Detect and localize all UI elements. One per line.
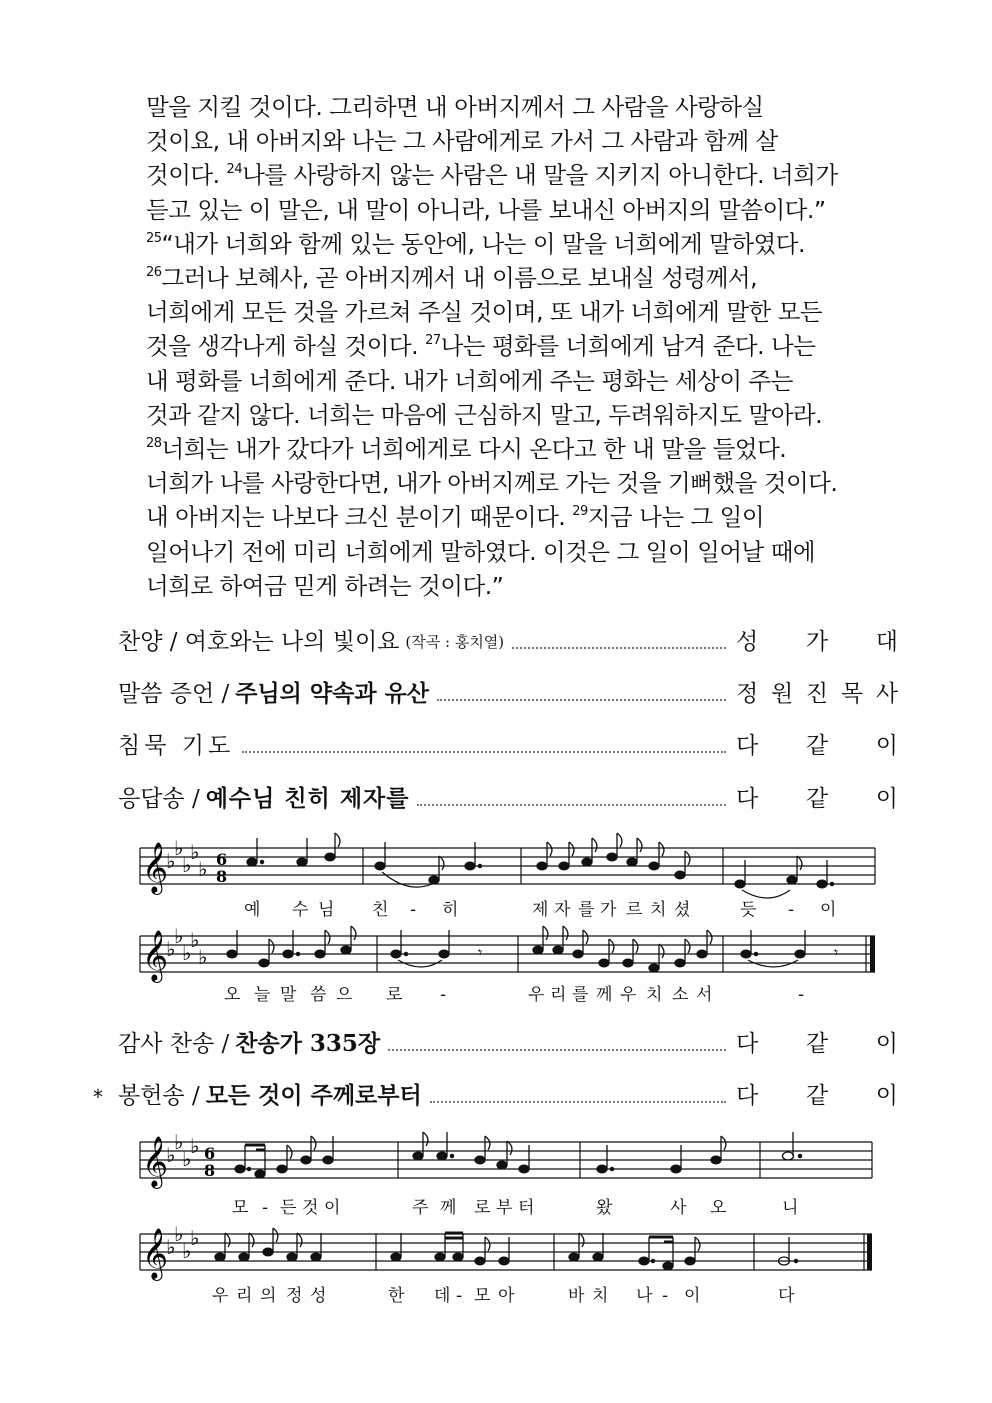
- lyric-syllable: 수: [292, 900, 315, 920]
- lyric-syllable: 부: [496, 1198, 519, 1218]
- order-response-song: [118, 781, 898, 817]
- svg-text:♭: ♭: [190, 840, 200, 864]
- lyric-syllable: 나: [636, 1286, 659, 1306]
- scripture-line: 것을 생각나게 하실 것이다. $^{27}$나는 평화를 너희에게 남겨 준다. 나는: [146, 332, 816, 361]
- lyric-syllable: 으: [336, 985, 359, 1005]
- offertory-who: 다 같 이: [736, 1083, 898, 1109]
- lyric-syllable: 주: [412, 1198, 435, 1218]
- svg-text:♭: ♭: [174, 924, 184, 948]
- svg-text:♭: ♭: [198, 945, 208, 969]
- lyric-syllable: 께: [440, 1198, 463, 1218]
- scripture-line: 너희가 나를 사랑한다면, 내가 아버지께로 가는 것을 기뻐했을 것이다.: [146, 469, 838, 498]
- order-anthem: [118, 624, 898, 660]
- lyric-syllable: -: [788, 900, 801, 920]
- scripture-line: 내 평화를 너희에게 준다. 내가 너희에게 주는 평화는 세상이 주는: [146, 366, 793, 395]
- lyric-syllable: 리: [550, 985, 573, 1005]
- offertory-score-line-1: [140, 1130, 880, 1190]
- scripture-line: 너희에게 모든 것을 가르쳐 주실 것이며, 또 내가 너희에게 말한 모든: [146, 298, 823, 327]
- response-label: 응답송 /: [118, 786, 200, 812]
- response-lyrics-line-1: [140, 897, 880, 923]
- lyric-syllable: 제: [532, 900, 555, 920]
- response-lyrics-line-2: [140, 982, 880, 1008]
- scripture-line: 내 아버지는 나보다 크신 분이기 때문이다. $^{29}$지금 나는 그 일이: [146, 503, 765, 532]
- lyric-syllable: 모: [474, 1286, 497, 1306]
- sermon-preacher: 정 원 진 목 사: [736, 681, 898, 707]
- scripture-text: [146, 90, 876, 603]
- offertory-score-line-2: [140, 1222, 880, 1282]
- order-offertory: [118, 1078, 898, 1114]
- silent-prayer-label: 침묵 기도: [118, 733, 235, 759]
- lyric-syllable: 데: [434, 1286, 457, 1306]
- music-staff: [140, 924, 880, 984]
- lyric-syllable: 치: [650, 900, 673, 920]
- lyric-syllable: 님: [318, 900, 341, 920]
- key-signature-flats: [166, 1222, 199, 1263]
- lyric-syllable: 리: [236, 1286, 259, 1306]
- lyric-syllable: 사: [670, 1198, 693, 1218]
- lyric-syllable: 든: [280, 1198, 303, 1218]
- dotted-leader: [417, 804, 726, 806]
- response-score-line-2: [140, 924, 880, 984]
- offertory-lyrics-line-1: [140, 1195, 880, 1221]
- time-signature-bottom: 8: [204, 1161, 216, 1180]
- svg-text:♭: ♭: [166, 937, 176, 961]
- offertory-title: 모든 것이 주께로부터: [205, 1082, 422, 1109]
- lyric-syllable: 우: [620, 985, 643, 1005]
- key-signature-flats: [166, 1130, 199, 1171]
- svg-text:♭: ♭: [182, 1147, 192, 1171]
- scripture-line: 것과 같지 않다. 너희는 마음에 근심하지 말고, 두려워하지도 말아라.: [146, 400, 823, 429]
- svg-text:♭: ♭: [190, 1134, 200, 1158]
- lyric-syllable: 이: [684, 1286, 707, 1306]
- svg-text:♭: ♭: [182, 853, 192, 877]
- lyric-syllable: 정: [286, 1286, 309, 1306]
- response-who: 다 같 이: [736, 786, 898, 812]
- verse-number: 26: [146, 265, 162, 281]
- lyric-syllable: 자: [554, 900, 577, 920]
- dotted-leader: [437, 699, 726, 701]
- standing-mark: *: [93, 1085, 103, 1109]
- thanks-hymn-label: 감사 찬송 /: [118, 1031, 230, 1057]
- lyric-syllable: 치: [646, 985, 669, 1005]
- sermon-title: 주님의 약속과 유산: [235, 680, 430, 707]
- lyric-syllable: -: [410, 900, 423, 920]
- anthem-performer: 성 가 대: [736, 629, 898, 655]
- lyric-syllable: 성: [310, 1286, 333, 1306]
- order-thanks-hymn: [118, 1026, 898, 1062]
- treble-clef-icon: 𝄞: [142, 842, 169, 893]
- lyric-syllable: 로: [386, 985, 409, 1005]
- lyric-syllable: 한: [388, 1286, 411, 1306]
- lyric-syllable: 이: [324, 1198, 347, 1218]
- time-signature-top: 6: [216, 850, 228, 869]
- lyric-syllable: 아: [498, 1286, 521, 1306]
- lyric-syllable: 바: [568, 1286, 591, 1306]
- anthem-composer: (작곡 : 홍치열): [405, 633, 505, 651]
- lyric-syllable: -: [662, 1286, 675, 1306]
- silent-prayer-who: 다 같 이: [736, 733, 898, 759]
- svg-text:♭: ♭: [182, 941, 192, 965]
- lyric-syllable: 것: [302, 1198, 325, 1218]
- time-signature-top: 6: [204, 1144, 216, 1163]
- scripture-line: 것이요, 내 아버지와 나는 그 사람에게로 가서 그 사람과 함께 살: [146, 127, 778, 156]
- treble-clef-icon: 𝄞: [142, 1136, 169, 1187]
- lyric-syllable: 니: [782, 1198, 805, 1218]
- music-staff: [140, 836, 880, 896]
- lyric-syllable: 서: [696, 985, 719, 1005]
- svg-text:♭: ♭: [174, 1222, 184, 1246]
- lyric-syllable: 셨: [674, 900, 697, 920]
- lyric-syllable: 모: [232, 1198, 255, 1218]
- lyric-syllable: 소: [672, 985, 695, 1005]
- dotted-leader: [388, 1049, 726, 1051]
- lyric-syllable: 말: [280, 985, 303, 1005]
- dotted-leader: [512, 647, 726, 649]
- lyric-syllable: 오: [710, 1198, 733, 1218]
- lyric-syllable: 터: [518, 1198, 541, 1218]
- verse-number: 24: [226, 162, 243, 178]
- order-silent-prayer: [118, 728, 898, 764]
- lyric-syllable: 를: [578, 900, 601, 920]
- lyric-syllable: -: [456, 1286, 469, 1306]
- notes: [227, 926, 838, 972]
- scripture-line: 듣고 있는 이 말은, 내 말이 아니라, 나를 보내신 아버지의 말씀이다.”: [146, 195, 826, 224]
- lyric-syllable: 히: [442, 900, 465, 920]
- svg-text:♭: ♭: [182, 1239, 192, 1263]
- scripture-line: 것이다. $^{24}$나를 사랑하지 않는 사람은 내 말을 지키지 아니한다. 너희가: [146, 161, 838, 190]
- lyric-syllable: 우: [528, 985, 551, 1005]
- svg-text:♭: ♭: [166, 1235, 176, 1259]
- lyric-syllable: 의: [260, 1286, 283, 1306]
- response-title: 예수님 친히 제자를: [205, 785, 410, 812]
- eighth-rest-icon: 𝄾: [478, 943, 483, 962]
- scripture-line: 너희로 하여금 믿게 하려는 것이다.”: [146, 571, 504, 600]
- svg-text:♭: ♭: [166, 1143, 176, 1167]
- dotted-leader: [430, 1101, 726, 1103]
- svg-text:♭: ♭: [174, 1130, 184, 1154]
- lyric-syllable: -: [440, 985, 453, 1005]
- svg-text:♭: ♭: [166, 849, 176, 873]
- response-score-line-1: [140, 836, 880, 896]
- svg-text:♭: ♭: [190, 1226, 200, 1250]
- dotted-leader: [242, 751, 726, 753]
- sermon-label: 말씀 증언 /: [118, 681, 230, 707]
- verse-number: 25: [146, 230, 162, 246]
- thanks-hymn-who: 다 같 이: [736, 1031, 898, 1057]
- lyric-syllable: 씀: [310, 985, 333, 1005]
- offertory-lyrics-line-2: [140, 1283, 880, 1309]
- key-signature-flats: [166, 836, 207, 881]
- lyric-syllable: 르: [626, 900, 649, 920]
- scripture-line: $^{26}$그러나 보혜사, 곧 아버지께서 내 이름으로 보내실 성령께서,: [146, 264, 758, 293]
- lyric-syllable: 로: [474, 1198, 497, 1218]
- lyric-syllable: 예: [244, 900, 267, 920]
- offertory-label: 봉헌송 /: [118, 1083, 200, 1109]
- time-signature-bottom: 8: [216, 867, 228, 886]
- thanks-hymn-title: 찬송가 335장: [235, 1030, 381, 1057]
- order-sermon: [118, 676, 898, 712]
- lyric-syllable: 다: [778, 1286, 801, 1306]
- scripture-line: 일어나기 전에 미리 너희에게 말하였다. 이것은 그 일이 일어날 때에: [146, 537, 816, 566]
- anthem-label: 찬양 / 여호와는 나의 빛이요: [118, 629, 400, 655]
- music-staff: [140, 1130, 880, 1190]
- music-staff: [140, 1222, 880, 1282]
- svg-text:♭: ♭: [174, 836, 184, 860]
- verse-number: 27: [425, 333, 441, 349]
- scripture-line: 말을 지킬 것이다. 그리하면 내 아버지께서 그 사람을 사랑하실: [146, 93, 764, 121]
- svg-text:♭: ♭: [190, 928, 200, 952]
- scripture-line: $^{25}$“내가 너희와 함께 있는 동안에, 나는 이 말을 너희에게 말하였다.: [146, 229, 805, 258]
- lyric-syllable: 가: [600, 900, 623, 920]
- scripture-line: $^{28}$너희는 내가 갔다가 너희에게로 다시 온다고 한 내 말을 들었다.: [146, 435, 787, 464]
- treble-clef-icon: 𝄞: [142, 1228, 169, 1279]
- lyric-syllable: 치: [592, 1286, 615, 1306]
- treble-clef-icon: 𝄞: [142, 930, 169, 981]
- key-signature-flats: [166, 924, 207, 969]
- svg-text:♭: ♭: [198, 857, 208, 881]
- lyric-syllable: 이: [820, 900, 843, 920]
- lyric-syllable: 우: [212, 1286, 235, 1306]
- lyric-syllable: -: [798, 985, 811, 1005]
- lyric-syllable: -: [262, 1198, 275, 1218]
- lyric-syllable: 듯: [740, 900, 763, 920]
- verse-number: 28: [146, 436, 162, 452]
- notes: [235, 1132, 802, 1178]
- lyric-syllable: 늘: [254, 985, 277, 1005]
- lyric-syllable: 께: [596, 985, 619, 1005]
- verse-number: 29: [572, 504, 588, 520]
- lyric-syllable: 오: [224, 985, 247, 1005]
- lyric-syllable: 왔: [596, 1198, 619, 1218]
- lyric-syllable: 를: [572, 985, 595, 1005]
- lyric-syllable: 친: [372, 900, 395, 920]
- eighth-rest-icon: 𝄾: [834, 943, 839, 962]
